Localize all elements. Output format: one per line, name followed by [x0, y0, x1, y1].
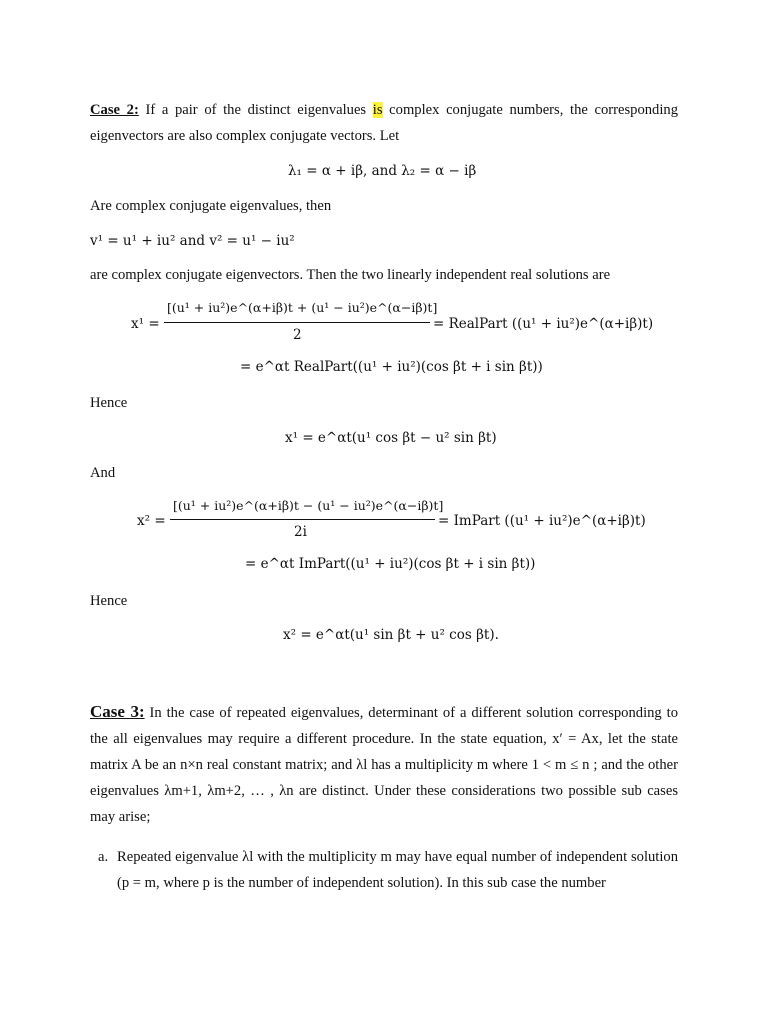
hence-2: Hence: [90, 593, 128, 609]
case2-label: Case 2:: [90, 102, 139, 118]
eq-lambda-text: λ₁ = α + iβ, and λ₂ = α − iβ: [288, 163, 477, 179]
eq-lambda: [288, 163, 476, 179]
and-label: And: [90, 465, 116, 481]
eq-v: [90, 233, 295, 249]
eq-x1-lhs: x¹ =: [131, 316, 160, 332]
highlighted-word: is: [372, 102, 383, 118]
eq-x1-fraction-bar: [164, 322, 430, 323]
case2-text-before: If a pair of the distinct eigenvalues: [138, 102, 373, 118]
hence-1: Hence: [90, 395, 128, 411]
eq-x1-denominator: 2: [293, 327, 302, 343]
case3-paragraph: [90, 699, 678, 830]
eq-x2-result: x² = e^αt(u¹ sin βt + u² cos βt).: [283, 627, 499, 643]
eq-x1-line2: = e^αt RealPart((u¹ + iu²)(cos βt + i sin βt)): [240, 359, 543, 375]
eq-x1-numerator: [(u¹ + iu²)e^(α+iβ)t + (u¹ − iu²)e^(α−iβ)t]: [167, 300, 438, 315]
case3-text: In the case of repeated eigenvalues, determinant of a different solution corresponding to the all eigenvalues may require a different procedure. In the state equation, x′ = Ax, let the state matrix A be an n×n real constant matrix; and λl has a multiplicity m where 1 < m ≤ n ; and the other eigenvalues λm+1, λm+2, … , λn are distinct. Under these considerations two possible sub cases may arise;: [90, 705, 678, 825]
case2-text-after: complex conjugate numbers, the corresponding eigenvectors are also complex conjugate vectors. Let: [90, 102, 678, 144]
line-eigenvalues: Are complex conjugate eigenvalues, then: [90, 198, 332, 214]
case2-paragraph: [90, 97, 678, 149]
eq-x1-result: x¹ = e^αt(u¹ cos βt − u² sin βt): [285, 430, 497, 446]
list-item-a: Repeated eigenvalue λl with the multiplicity m may have equal number of independent solution (p = m, where p is the number of independent solution). In this sub case the number: [117, 849, 678, 891]
line-eigenvectors: are complex conjugate eigenvectors. Then the two linearly independent real solutions are: [90, 267, 611, 283]
eq-x2-lhs: x² =: [137, 513, 166, 529]
eq-v-text: v¹ = u¹ + iu² and v² = u¹ − iu²: [90, 233, 295, 249]
eq-x2-denominator: 2i: [294, 524, 307, 540]
list-item-a-marker: a.: [98, 849, 109, 865]
eq-x2-line2: = e^αt ImPart((u¹ + iu²)(cos βt + i sin βt)): [245, 556, 536, 572]
eq-x1-rhs: = RealPart ((u¹ + iu²)e^(α+iβ)t): [433, 316, 654, 332]
case3-label: Case 3:: [90, 702, 145, 721]
eq-x2-rhs: = ImPart ((u¹ + iu²)e^(α+iβ)t): [438, 513, 646, 529]
eq-x2-numerator: [(u¹ + iu²)e^(α+iβ)t − (u¹ − iu²)e^(α−iβ)t]: [173, 498, 444, 513]
eq-x2-fraction-bar: [170, 519, 435, 520]
